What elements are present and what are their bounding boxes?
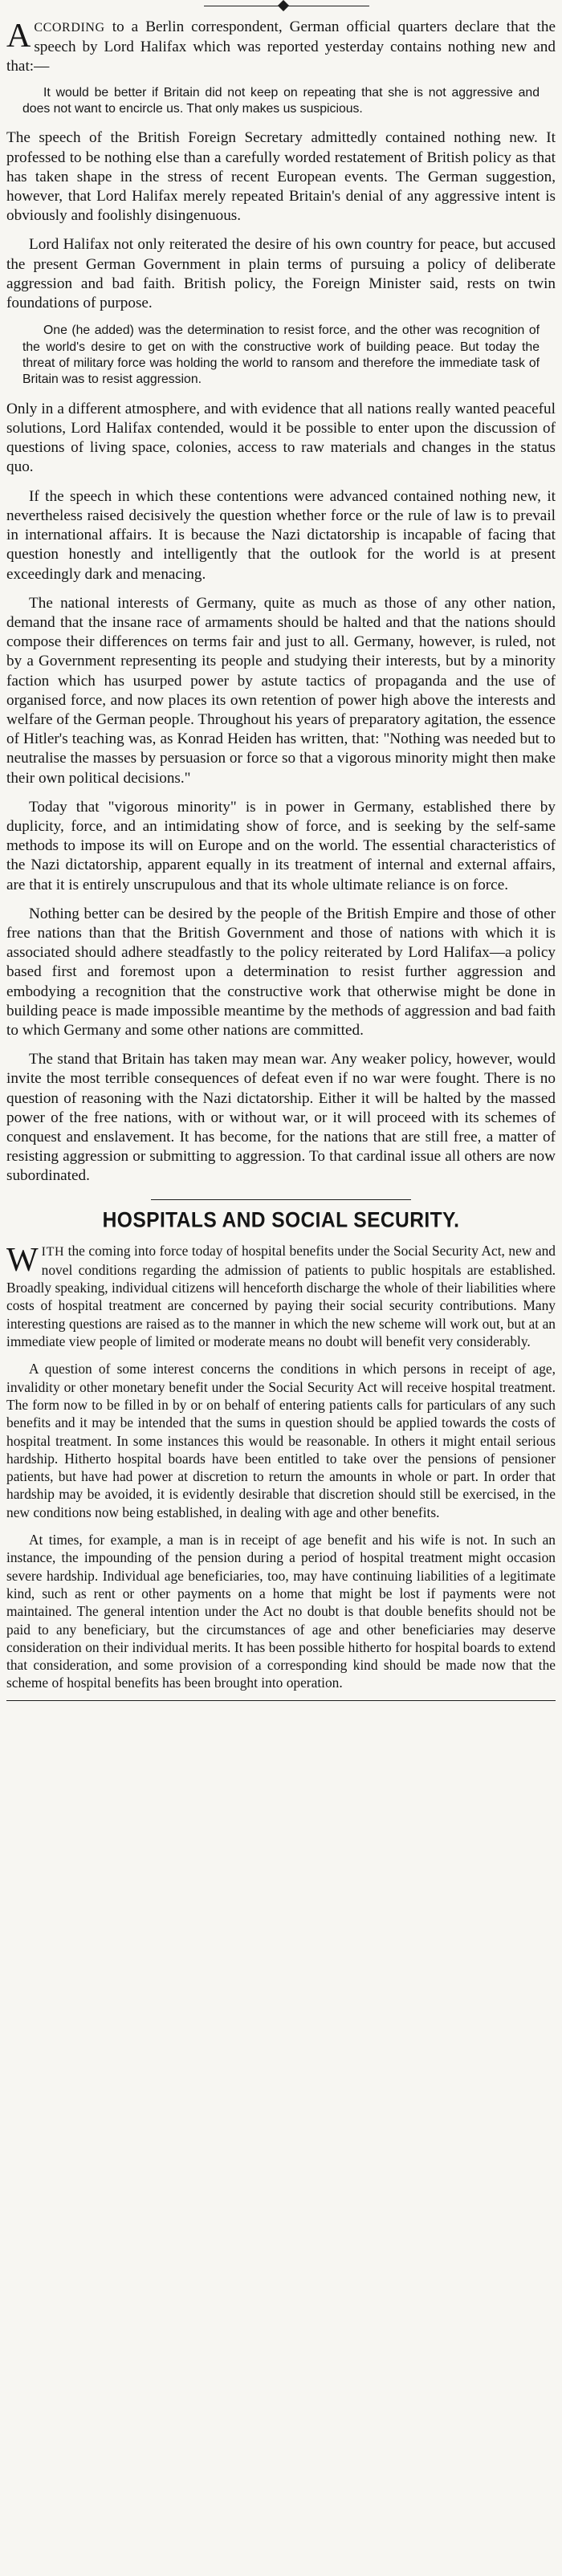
- paragraph-8: Nothing better can be desired by the people of the British Empire and those of other free nations than that the British Government and those of nations with which it is associated should adhere steadfastly to the policy reiterated by Lord Halifax—a policy based first and foremost upon a determination to resist further aggression and embodying a recognition that the constructive work that otherwise might be done in building peace is made impossible meantime by the methods of aggression and bad faith to which Germany and some other nations are committed.: [6, 905, 556, 1039]
- editorial-halifax-speech: [6, 18, 556, 1186]
- paragraph-9: The stand that Britain has taken may mean war. Any weaker policy, however, would invite the most terrible consequences of defeat even if no war were fought. There is no question of reasoning with the Nazi dictatorship. Either it will be halted by the massed power of the free nations, with or without war, or it will proceed with its schemes of conquest and enslavement. It has become, for the nations that are still free, a matter of resisting aggression or submitting to aggression. To that cardinal issue all others are now subordinated.: [6, 1051, 556, 1185]
- quote-german-official: It would be better if Britain did not keep on repeating that she is not aggressive and does not want to encircle us. That only makes us suspicious.: [22, 85, 540, 116]
- lead-text: the coming into force today of hospital benefits under the Social Security Act, new and novel conditions regarding the admission of patients to public hospitals are established. Broadly speaking, individual citizens will henceforth discharge the whole of their liabilities where costs of hospital treatment are concerned by paying their social security contributions. Many interesting questions are raised as to the manner in which the new scheme will work out, but at an immediate view people of limited or moderate means no doubt will benefit very considerably.: [6, 1242, 556, 1350]
- drop-cap: A: [6, 18, 31, 55]
- lead-paragraph: [6, 1242, 556, 1351]
- paragraph-7: Today that "vigorous minority" is in power in Germany, established there by duplicity, force, and an intimidating show of force, and is seeking by the self-same methods to impose its will on Europe and on the world. The essential characteristics of the Nazi dictatorship, apparent equally in its treatment of internal and external affairs, are that it is entirely unscrupulous and that its whole ultimate reliance is on force.: [6, 798, 556, 893]
- drop-cap: W: [6, 1241, 39, 1279]
- bottom-rule: [6, 1700, 556, 1701]
- paragraph-2: A question of some interest concerns the conditions in which persons in receipt of age, invalidity or other monetary benefit under the Social Security Act will receive hospital treatment. The form now to be filled in by or on behalf of entering patients calls for particulars of any such benefits and it may be intended that the sums in question should be applied towards the costs of hospital treatment. In some instances this would be reasonable. In others it might entail serious hardship. Hitherto hospital boards have been entitled to take over the pensions of pensioner patients, but have had power at discretion to return the amounts in whole or part. In order that hardship may be avoided, it is evidently desirable that discretion should still be exercised, in the new conditions now being established, in dealing with age and other benefits.: [6, 1361, 556, 1520]
- headline-hospitals: HOSPITALS AND SOCIAL SECURITY.: [102, 1208, 460, 1232]
- lead-small-caps: ITH: [41, 1244, 65, 1259]
- paragraph-5: If the speech in which these contentions were advanced contained nothing new, it nevertheless raised decisively the question whether force or the rule of law is to prevail in international affairs. It is because the Nazi dictatorship is incapable of facing that question honestly and intelligently that the outlook for the world is at present exceedingly dark and menacing.: [6, 487, 556, 583]
- paragraph-2: The speech of the British Foreign Secretary admittedly contained nothing new. It professed to be nothing else than a carefully worded restatement of British policy as that has taken shape in the stress of recent European events. The German suggestion, however, that Lord Halifax merely repeated Britain's denial of any aggressive intent is obviously and foolishly disingenuous.: [6, 129, 556, 225]
- paragraph-3: Lord Halifax not only reiterated the desire of his own country for peace, but accused the present German Government in plain terms of pursuing a policy of deliberate aggression and bad faith. British policy, the Foreign Minister said, rests on twin foundations of purpose.: [6, 236, 556, 312]
- page-column: [6, 0, 556, 1701]
- lead-paragraph: [6, 18, 556, 77]
- lead-small-caps: CCORDING: [34, 21, 105, 35]
- ornament-diamond: [278, 0, 289, 11]
- quote-halifax: One (he added) was the determination to resist force, and the other was recognition of the world's desire to get on with the constructive work of building peace. But today the threat of military force was holding the world to ransom and therefore the immediate task of Britain was to resist aggression.: [22, 324, 540, 387]
- lead-text: to a Berlin correspondent, German official quarters declare that the speech by Lord Halifax which was reported yesterday contains nothing new and that:—: [6, 18, 556, 75]
- paragraph-3: At times, for example, a man is in receipt of age benefit and his wife is not. In such an instance, the impounding of the pension during a period of hospital treatment might occasion severe hardship. Individual age beneficiaries, too, may have continuing liabilities of a legitimate kind, such as rent or other payments on a home that might be lost if payments were not maintained. The general intention under the Act no doubt is that double benefits should not be paid to any beneficiary, but the circumstances of age and other beneficiaries may deserve consideration on their individual merits. It has been possible hitherto for hospital boards to extend that consideration, and some provision of a corresponding kind should be made now that the scheme of hospital benefits has been brought into operation.: [6, 1532, 556, 1691]
- paragraph-6: The national interests of Germany, quite as much as those of any other nation, demand that the insane race of armaments should be halted and that the nations should compose their differences on terms fair and just to all. Germany, however, is ruled, not by a Government representing its people and studying their interests, but by a minority faction which has usurped power by astute tactics of propaganda and the use of organised force, and now places its own retention of power high above the interests and welfare of the German people. Throughout his years of preparatory agitation, the essence of Hitler's teaching was, as Konrad Heiden has written, that: "Nothing was needed but to neutralise the masses by persuasion or force so that a vigorous minority might then make their own political decisions.": [6, 594, 556, 787]
- section-divider: [151, 1199, 411, 1200]
- top-ornament: [6, 0, 556, 13]
- paragraph-4: Only in a different atmosphere, and with evidence that all nations really wanted peaceful solutions, Lord Halifax contended, would it be possible to enter upon the discussion of questions of living space, colonies, access to raw materials and changes in the status quo.: [6, 400, 556, 476]
- editorial-hospitals: [6, 1242, 556, 1692]
